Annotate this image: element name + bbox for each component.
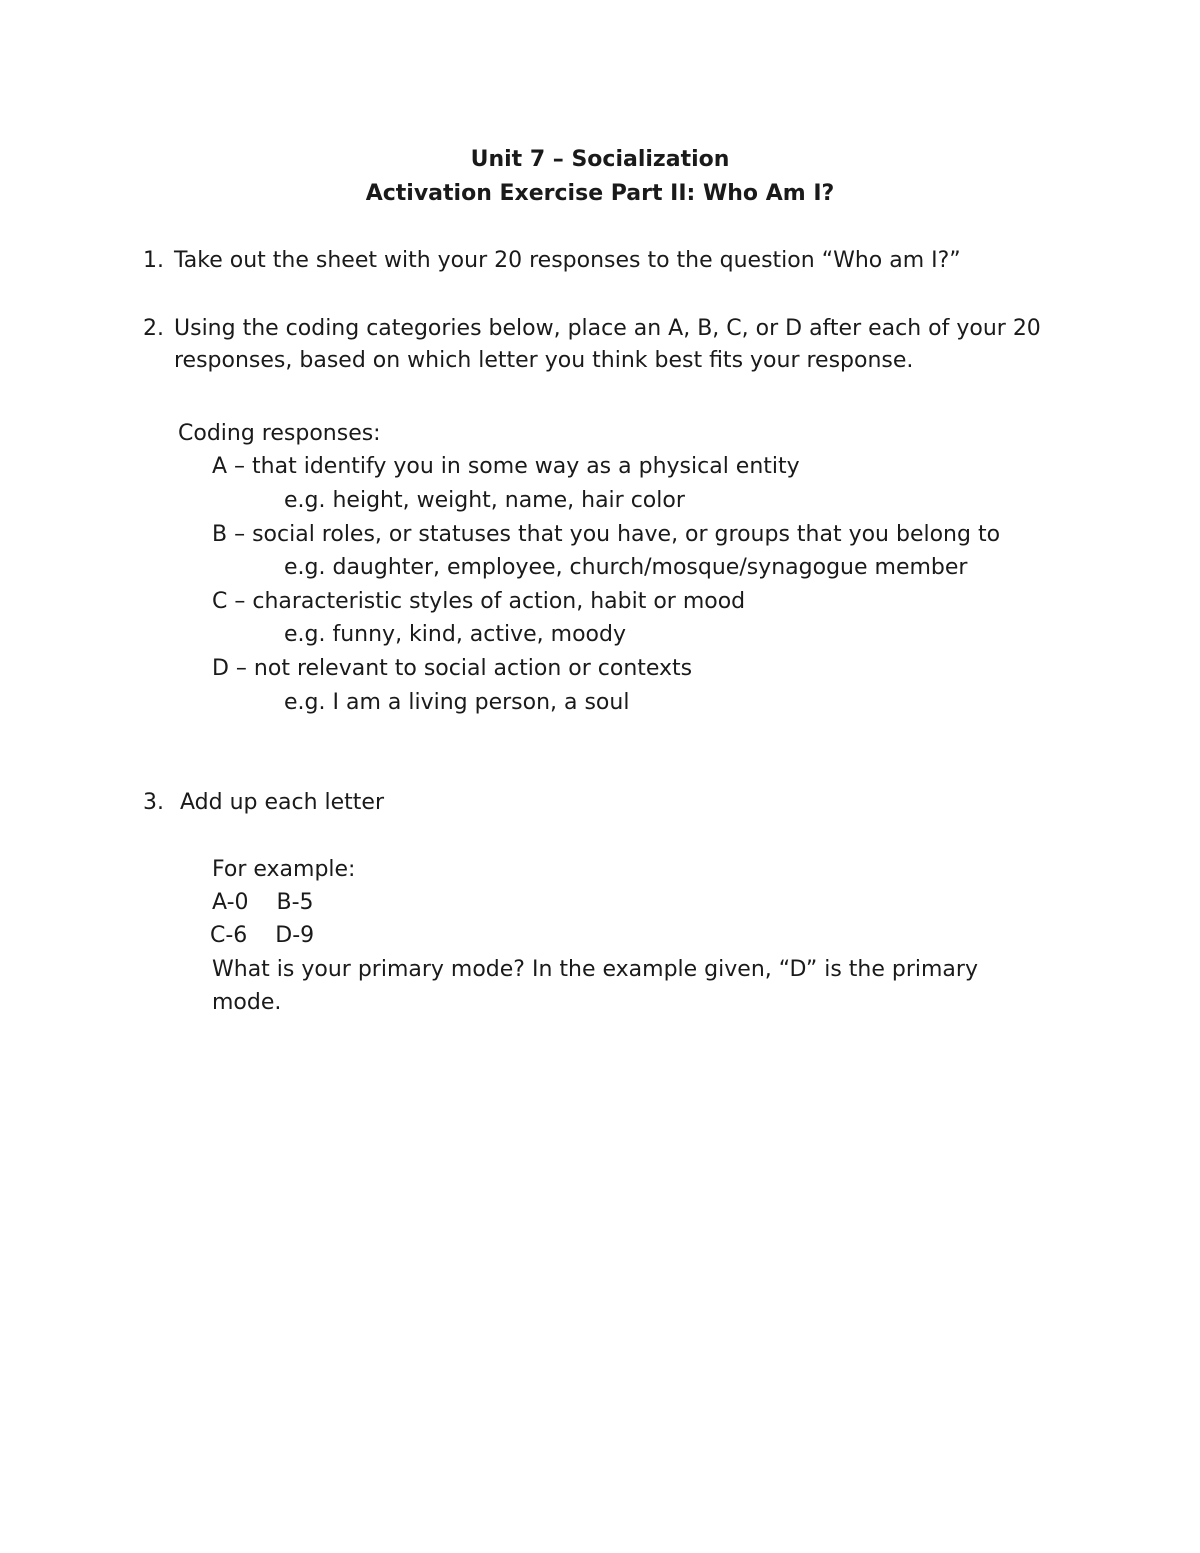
step-2-text-line-1: Using the coding categories below, place an A, B, C, or D after each of your 20	[174, 316, 1041, 341]
category-b-label: B – social roles, or statuses that you have, or groups that you belong to	[212, 522, 1001, 547]
example-row-1: A-0 B-5	[212, 890, 314, 915]
category-a-label: A – that identify you in some way as a physical entity	[212, 454, 800, 479]
coding-heading: Coding responses:	[178, 421, 381, 446]
example-question-line-2: mode.	[212, 990, 282, 1015]
example-heading: For example:	[212, 857, 356, 882]
step-2-text-line-2: responses, based on which letter you think best fits your response.	[174, 348, 914, 373]
example-question-line-1: What is your primary mode? In the example given, “D” is the primary	[212, 957, 978, 982]
category-b-example: e.g. daughter, employee, church/mosque/synagogue member	[284, 555, 968, 580]
step-3-text: Add up each letter	[180, 790, 385, 815]
step-2-number: 2.	[143, 316, 164, 341]
category-c-example: e.g. funny, kind, active, moody	[284, 622, 626, 647]
category-d-example: e.g. I am a living person, a soul	[284, 690, 630, 715]
category-c-label: C – characteristic styles of action, habit or mood	[212, 589, 746, 614]
step-1-number: 1.	[143, 248, 164, 273]
category-a-example: e.g. height, weight, name, hair color	[284, 488, 685, 513]
page-subtitle: Activation Exercise Part II: Who Am I?	[365, 181, 835, 206]
step-1-text: Take out the sheet with your 20 responses to the question “Who am I?”	[174, 248, 961, 273]
category-d-label: D – not relevant to social action or contexts	[212, 656, 693, 681]
page-title: Unit 7 – Socialization	[470, 147, 730, 172]
example-row-2: C-6 D-9	[210, 923, 315, 948]
step-3-number: 3.	[143, 790, 164, 815]
